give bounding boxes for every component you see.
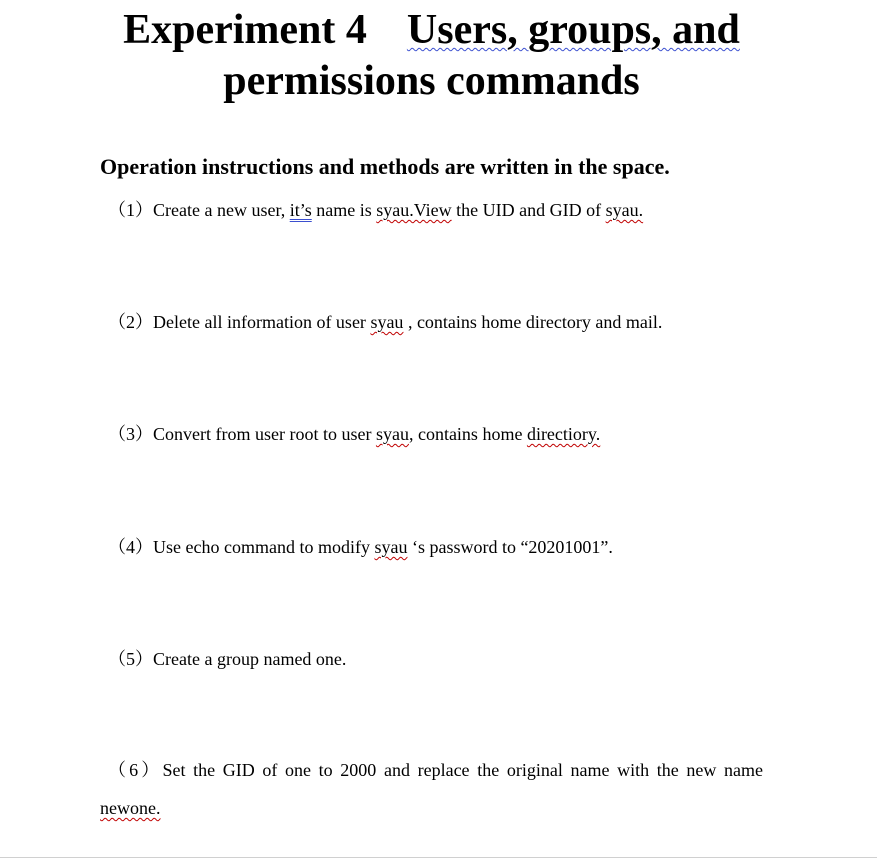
item-text-misspelled: syau.	[605, 200, 644, 220]
item-text: Set the GID of one to 2000 and replace the original name with the new name	[162, 760, 764, 780]
item-text: , contains home directory and mail.	[403, 312, 663, 332]
instruction-item-1	[108, 198, 643, 222]
instruction-item-2	[108, 310, 662, 334]
document-title-line-2: permissions commands	[223, 58, 640, 104]
item-text-misspelled: syau	[375, 424, 409, 444]
item-text-misspelled: directiory.	[526, 424, 601, 444]
item-text: Convert from user root to user	[153, 424, 376, 444]
item-text-misspelled: newone.	[100, 798, 161, 818]
instruction-item-3	[108, 422, 600, 446]
item-number: （3）	[108, 424, 153, 444]
item-text-misspelled: syau	[370, 312, 404, 332]
item-number: （5）	[108, 649, 153, 669]
item-text: Delete all information of user	[153, 312, 371, 332]
item-number: （4）	[108, 537, 153, 557]
instruction-item-4	[108, 535, 613, 559]
instruction-item-6	[108, 758, 763, 782]
document-title-line-1	[0, 4, 863, 56]
instruction-item-6-continuation	[100, 796, 160, 820]
item-text: ‘s password to “20201001”.	[407, 537, 613, 557]
item-text: , contains home	[408, 424, 527, 444]
item-number: （2）	[108, 312, 153, 332]
item-text: the UID and GID of	[451, 200, 606, 220]
item-text-flagged: it’s	[289, 200, 312, 220]
item-text: Use echo command to modify	[153, 537, 375, 557]
item-text-misspelled: syau.View	[376, 200, 452, 220]
item-number: （6）	[108, 760, 163, 780]
page-bottom-edge	[0, 857, 877, 858]
item-text: Create a new user,	[153, 200, 290, 220]
instruction-item-5	[108, 647, 346, 671]
title-topic: Users, groups, and	[406, 7, 740, 53]
section-heading: Operation instructions and methods are written in the space.	[100, 154, 670, 179]
item-text: Create a group named one.	[153, 649, 347, 669]
item-text-misspelled: syau	[374, 537, 408, 557]
item-text: name is	[311, 200, 377, 220]
title-experiment-number: Experiment 4	[123, 7, 367, 53]
item-number: （1）	[108, 200, 153, 220]
